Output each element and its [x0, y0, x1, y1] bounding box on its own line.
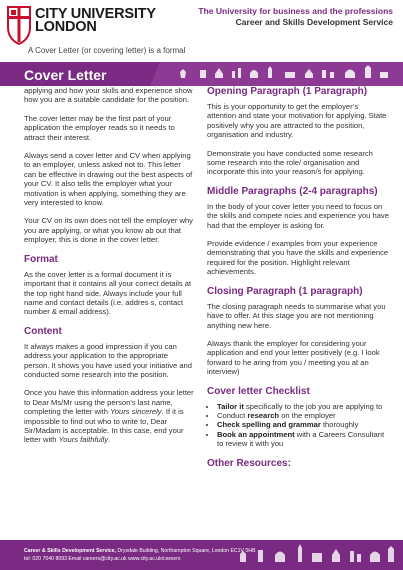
middle-heading: Middle Paragraphs (2-4 paragraphs)	[207, 185, 378, 197]
yours-faithfully: Yours faithfully	[58, 435, 108, 445]
text: specifically to the job you are applying to	[243, 401, 383, 411]
footer-line-2: tel: 020 7040 8093 Email careers@city.ac.uk www.city.ac.uk/careers	[24, 556, 181, 562]
logo-line-1: CITY UNIVERSITY	[35, 6, 156, 22]
other-resources-heading: Other Resources:	[207, 457, 291, 469]
content-paragraph: It always makes a good impression if you can address your application to the appropriate person. It shows you have used your initiative and conducted some research into the position.	[24, 341, 193, 379]
text: Conduct	[217, 410, 248, 420]
opening-heading: Opening Paragraph (1 Paragraph)	[207, 86, 368, 97]
logo-line-2: LONDON	[35, 19, 97, 35]
yours-sincerely: Yours sincerely	[110, 407, 162, 417]
university-crest-icon	[6, 5, 32, 45]
text: .	[108, 435, 111, 445]
tagline-line-2: Career and Skills Development Service	[235, 17, 393, 27]
page-header	[0, 0, 403, 62]
salutation-paragraph	[24, 388, 194, 444]
text: on the employer	[279, 410, 336, 420]
paragraph: Provide evidence / examples from your experience demonstrating that you have the skills and experience required for the position. Highlight relevant achievements.	[207, 239, 389, 277]
header-tagline	[198, 6, 393, 28]
paragraph: This is your opportunity to get the employer’s attention and state your motivation for applying. State positively why you are attracted to the position, organisation and industry.	[207, 102, 387, 140]
closing-heading: Closing Paragraph (1 paragraph)	[207, 285, 363, 297]
intro-paragraph: applying and how your skills and experience show how you are a suitable candidate for the position.	[24, 86, 193, 105]
paragraph: Your CV on its own does not tell the employer why you are applying, or what you know ab out that employer, this is done in the cover letter.	[24, 216, 193, 245]
footer-contact	[24, 547, 256, 563]
checklist	[207, 402, 389, 449]
bold-text: research	[247, 410, 280, 420]
checklist-heading: Cover letter Checklist	[207, 385, 310, 397]
list-item	[217, 420, 389, 429]
intro-overlap-text: A Cover Letter (or covering letter) is a formal	[28, 46, 186, 55]
footer-address: Drysdale Building, Northampton Square, London EC1V 0HB	[115, 548, 256, 554]
list-item	[217, 402, 389, 411]
list-item	[217, 411, 389, 420]
footer-line-1	[24, 547, 256, 555]
content-heading: Content	[24, 325, 62, 337]
paragraph: Always thank the employer for considering your application and end your letter positively (e.g. I look forward to he aring from you / meeting you at an interview)	[207, 338, 380, 377]
text: . If it is impossible to find out who to write to, Dear Sir/Madam is acceptable. In this case, end your letter with	[24, 407, 184, 445]
paragraph: Always send a cover letter and CV when applying to an employer, unless asked not to. This letter can be effective in drawing out the best aspects of your CV. It also tells the employer what your motivation is when applying, something they are very interested to know.	[24, 151, 193, 208]
text: Once you have this information address your letter to Dear Ms/Mr using the person's last name, completing the letter with	[24, 388, 194, 417]
list-item	[217, 430, 389, 449]
paragraph: The closing paragraph needs to summarise what you have to offer. At this stage you are not mentioning anything new here.	[207, 301, 386, 330]
footer-org: Career & Skills Development Service,	[24, 548, 116, 554]
bold-text: Check spelling and grammar	[217, 420, 321, 430]
bold-text: Tailor it	[217, 401, 244, 411]
text: thoroughly	[320, 420, 359, 430]
bold-text: Book an appointment	[217, 429, 295, 439]
left-column	[24, 86, 194, 454]
paragraph: In the body of your cover letter you need to focus on the skills and compete ncies and experience you have had that the employer is asking for.	[207, 201, 389, 230]
right-column	[207, 86, 389, 474]
format-paragraph: As the cover letter is a formal document it is important that it contains all your correct details at the top right hand side. Always include your full name and contact details (i.e. addres s, contact number & email address).	[24, 269, 192, 317]
format-heading: Format	[24, 253, 58, 265]
university-name	[35, 8, 156, 34]
paragraph: The cover letter may be the first part of your application the employer reads so it needs to attract their interest.	[24, 113, 175, 142]
page-title: Cover Letter	[24, 67, 107, 83]
text: with a Careers Consultant to review it with you	[217, 429, 385, 449]
tagline-line-1: The University for business and the professions	[198, 6, 393, 16]
paragraph: Demonstrate you have conducted some research some research into the role/ organisation and incorporate this into your reason/s for applying.	[207, 148, 373, 177]
